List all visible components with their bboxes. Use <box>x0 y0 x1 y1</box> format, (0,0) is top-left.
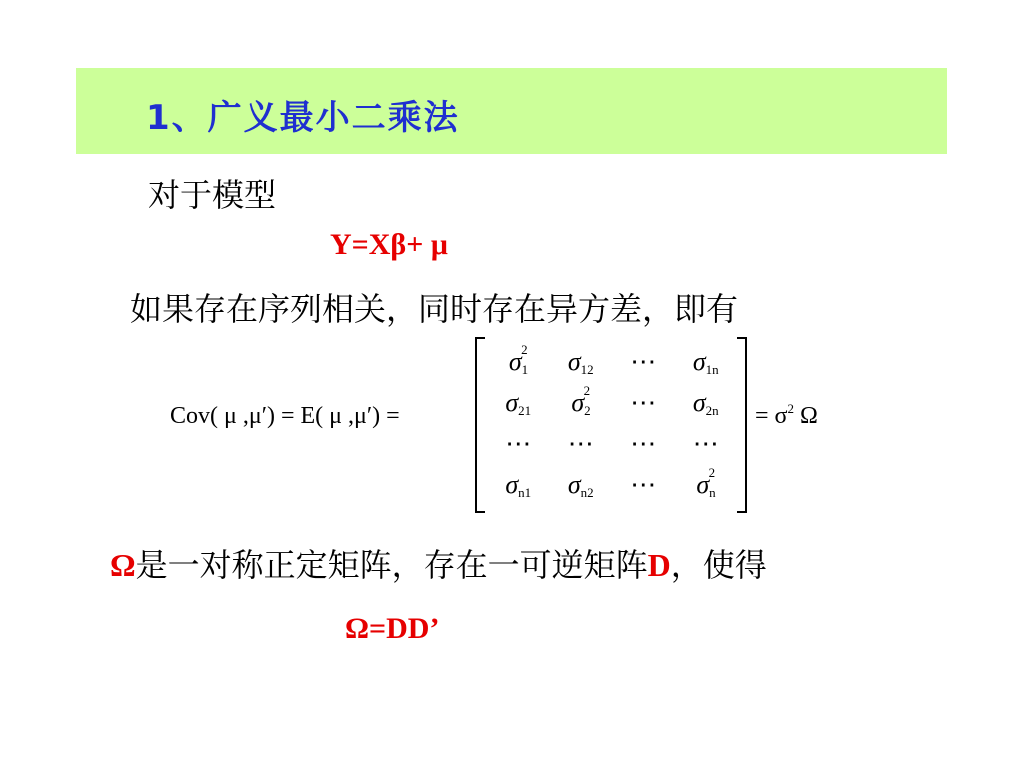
matrix-cell-base: ⋯ <box>630 387 657 417</box>
matrix-cell-3-0 <box>487 464 550 505</box>
matrix-left-bracket <box>475 337 485 513</box>
matrix-cell-subscript: n <box>709 484 716 500</box>
rhs-prefix: = σ <box>755 403 788 429</box>
covariance-formula <box>170 335 850 515</box>
rhs-power: 2 <box>787 401 794 416</box>
matrix-cell-subscript: n1 <box>518 484 532 500</box>
matrix-cell-0-0 <box>487 341 550 382</box>
matrix-cell-base: σ <box>696 469 710 499</box>
matrix-cell-2-1 <box>550 423 613 464</box>
matrix-cell-base: σ <box>567 469 581 499</box>
matrix-cell-1-2 <box>612 382 675 423</box>
matrix-cell-subscript: 21 <box>518 402 532 418</box>
omega-text-2: ，使得 <box>670 546 767 584</box>
matrix-cell-base: ⋯ <box>630 469 657 499</box>
matrix-cell-subscript: 2 <box>584 402 591 418</box>
model-label: 对于模型 <box>148 176 277 214</box>
matrix-cell-3-3 <box>675 464 738 505</box>
matrix-cell-base: σ <box>508 346 522 376</box>
matrix-cell-subscript: 1 <box>521 361 529 377</box>
matrix-cell-base: σ <box>505 469 519 499</box>
matrix-cell-1-1 <box>550 382 613 423</box>
omega-text-1: 是一对称正定矩阵，存在一可逆矩阵 <box>135 546 648 584</box>
matrix-cell-base: σ <box>692 346 706 376</box>
matrix-cell-superscript: 2 <box>583 382 591 398</box>
matrix-cell-3-2 <box>612 464 675 505</box>
omega-symbol: Ω <box>110 547 136 583</box>
matrix-cell-base: ⋯ <box>692 428 719 458</box>
slide-title: 1、广义最小二乘法 <box>146 98 460 138</box>
matrix-cell-1-0 <box>487 382 550 423</box>
matrix-cell-base: σ <box>567 346 581 376</box>
matrix-cell-subscript: n2 <box>580 484 594 500</box>
matrix-cell-subscript: 2n <box>705 402 719 418</box>
matrix-cell-subscript: 1n <box>705 361 719 377</box>
omega-statement <box>110 540 767 586</box>
covariance-rhs <box>755 403 818 430</box>
rhs-omega: Ω <box>799 403 818 429</box>
matrix-cell-superscript: 2 <box>521 341 528 357</box>
matrix-cell-0-1 <box>550 341 613 382</box>
matrix-cell-superscript: 2 <box>708 464 716 480</box>
condition-text: 如果存在序列相关，同时存在异方差，即有 <box>130 290 739 328</box>
matrix-cell-base: ⋯ <box>505 428 532 458</box>
matrix-cell-base: ⋯ <box>630 428 657 458</box>
covariance-matrix <box>475 337 747 509</box>
matrix-cell-2-2 <box>612 423 675 464</box>
matrix-cell-0-3 <box>675 341 738 382</box>
final-equation: Ω=DD’ <box>345 612 440 645</box>
matrix-cell-subscript: 12 <box>580 361 594 377</box>
matrix-cell-2-0 <box>487 423 550 464</box>
matrix-cell-base: σ <box>692 387 706 417</box>
matrix-grid <box>487 341 737 505</box>
matrix-d: D <box>647 547 671 583</box>
matrix-right-bracket <box>737 337 747 513</box>
matrix-cell-base: ⋯ <box>630 346 657 376</box>
matrix-cell-3-1 <box>550 464 613 505</box>
model-equation: Y=Xβ+ μ <box>330 228 448 261</box>
covariance-lhs: Cov( μ ,μ′) = E( μ ,μ′) = <box>170 403 400 429</box>
matrix-cell-0-2 <box>612 341 675 382</box>
matrix-cell-2-3 <box>675 423 738 464</box>
matrix-cell-base: σ <box>505 387 519 417</box>
matrix-cell-1-3 <box>675 382 738 423</box>
matrix-cell-base: σ <box>571 387 585 417</box>
matrix-cell-base: ⋯ <box>567 428 594 458</box>
title-bar <box>76 68 947 154</box>
